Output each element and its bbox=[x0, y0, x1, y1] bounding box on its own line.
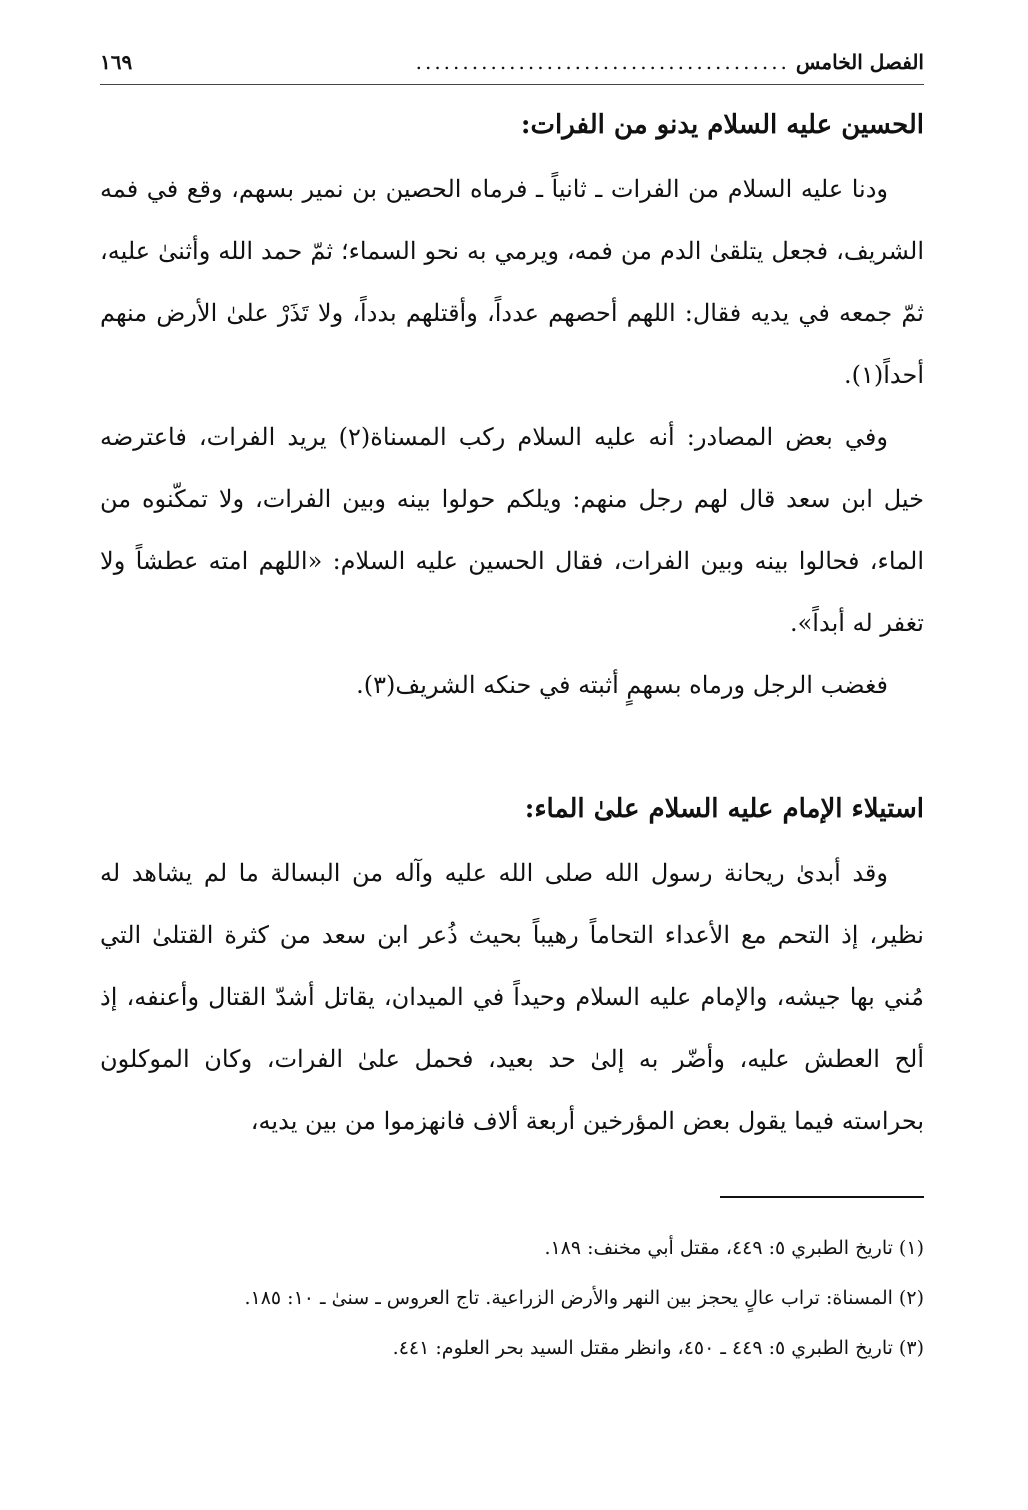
paragraph-3: فغضب الرجل ورماه بسهمٍ أثبته في حنكه الشريف(٣). bbox=[356, 671, 888, 699]
header-rule bbox=[100, 84, 924, 85]
leader-dots: ........................................ bbox=[415, 50, 790, 74]
paragraph-1: ودنا عليه السلام من الفرات ـ ثانياً ـ فرماه الحصين بن نمير بسهم، وقع في فمه الشريف، فجعل يتلقىٰ الدم من فمه، ويرمي به نحو السماء؛ ثمّ حمد الله وأثنىٰ عليه، ثمّ جمعه في يديه فقال: اللهم أحصهم عدداً، وأقتلهم بدداً، ولا تَذَرْ علىٰ الأرض منهم أحداً(١). bbox=[100, 175, 924, 389]
paragraph-4: وقد أبدىٰ ريحانة رسول الله صلى الله عليه وآله من البسالة ما لم يشاهد له نظير، إذ التحم مع الأعداء التحاماً رهيباً بحيث ذُعر ابن سعد من كثرة القتلىٰ التي مُني بها جيشه، والإمام عليه السلام وحيداً في الميدان، يقاتل أشدّ القتال وأعنفه، إذ ألح العطش عليه، وأضّر به إلىٰ حد بعيد، فحمل علىٰ الفرات، وكان الموكلون بحراسته فيما يقول بعض المؤرخين أربعة ألاف فانهزموا من بين يديه، bbox=[100, 859, 924, 1135]
footnotes bbox=[100, 1226, 924, 1376]
footnote-2: (٢) المسناة: تراب عالٍ يحجز بين النهر والأرض الزراعية. تاج العروس ـ سنىٰ ـ ١٠: ١٨٥. bbox=[244, 1287, 924, 1309]
main-text bbox=[100, 92, 924, 1152]
page-number: ١٦٩ bbox=[100, 50, 133, 74]
running-header bbox=[100, 42, 924, 82]
paragraph-2: وفي بعض المصادر: أنه عليه السلام ركب المسناة(٢) يريد الفرات، فاعترضه خيل ابن سعد قال لهم رجل منهم: ويلكم حولوا بينه وبين الفرات، ولا تمكّنوه من الماء، فحالوا بينه وبين الفرات، فقال الحسين عليه السلام: «اللهم امته عطشاً ولا تغفر له أبداً». bbox=[100, 423, 924, 637]
footnote-3: (٣) تاريخ الطبري ٥: ٤٤٩ ـ ٤٥٠، وانظر مقتل السيد بحر العلوم: ٤٤١. bbox=[392, 1337, 924, 1359]
section-spacer bbox=[100, 716, 924, 776]
chapter-title: الفصل الخامس bbox=[795, 50, 924, 74]
section-heading-2: استيلاء الإمام عليه السلام علىٰ الماء: bbox=[524, 794, 924, 824]
footnote-separator bbox=[720, 1196, 924, 1198]
section-heading-1: الحسين عليه السلام يدنو من الفرات: bbox=[520, 110, 924, 140]
footnote-1: (١) تاريخ الطبري ٥: ٤٤٩، مقتل أبي مخنف: ١٨٩. bbox=[544, 1237, 924, 1259]
